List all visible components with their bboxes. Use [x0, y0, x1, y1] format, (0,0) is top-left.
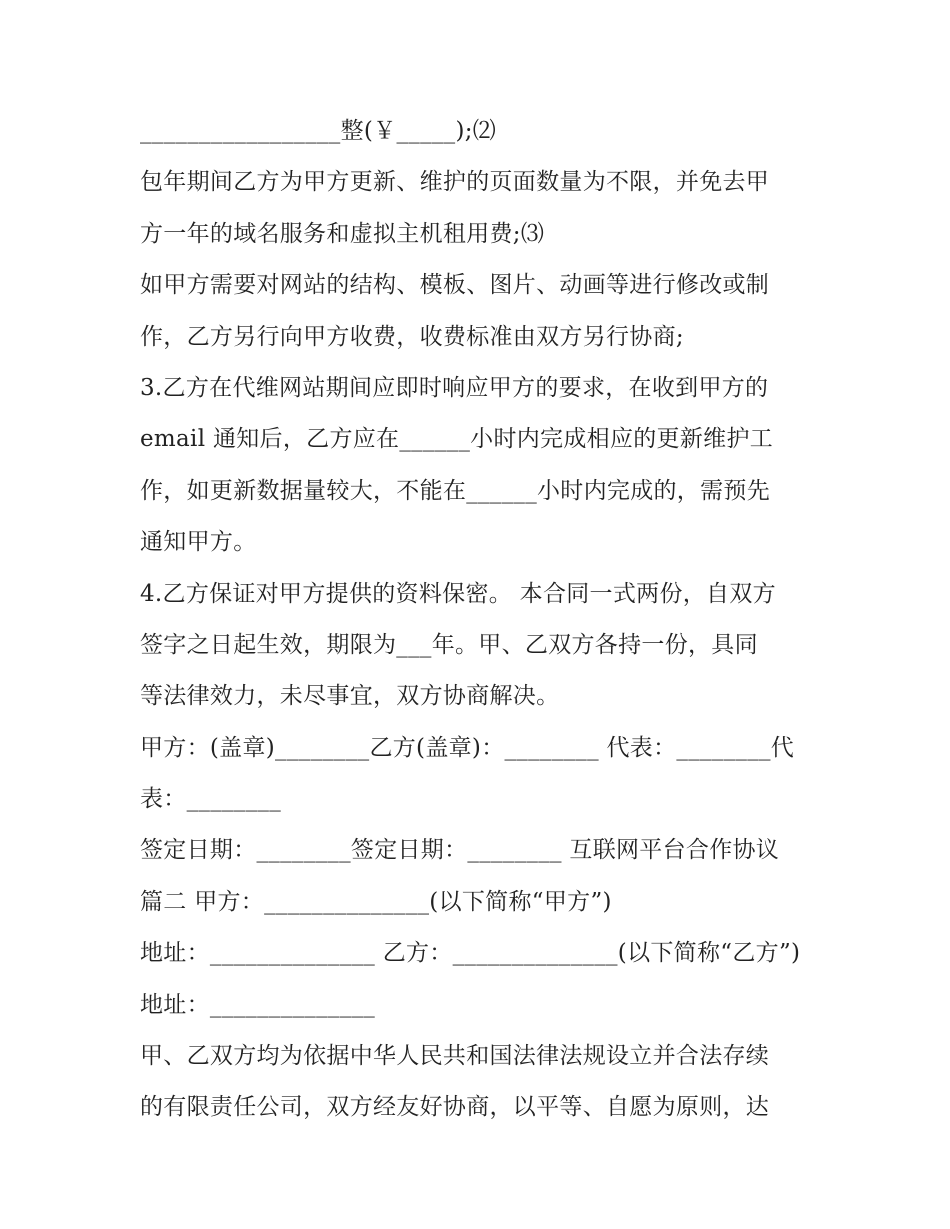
signature-line: 表：________ — [140, 786, 281, 813]
text-line: 如甲方需要对网站的结构、模板、图片、动画等进行修改或制 — [140, 272, 770, 299]
text-line: _________________整(￥_____);⑵ — [140, 118, 497, 144]
text-line: 3.乙方在代维网站期间应即时响应甲方的要求，在收到甲方的 — [140, 374, 769, 401]
text-line: email 通知后，乙方应在______小时内完成相应的更新维护工 — [140, 426, 774, 453]
text-line: 4.乙方保证对甲方提供的资料保密。 本合同一式两份，自双方 — [140, 580, 776, 607]
text-line: 等法律效力，未尽事宜，双方协商解决。 — [140, 683, 560, 710]
document-body — [140, 106, 820, 1134]
party-line: 篇二 甲方：______________(以下简称“甲方”) — [140, 888, 612, 915]
address-line: 地址：______________ — [140, 991, 376, 1018]
text-line: 包年期间乙方为甲方更新、维护的页面数量为不限，并免去甲 — [140, 169, 770, 196]
text-line: 作，如更新数据量较大，不能在______小时内完成的，需预先 — [140, 477, 770, 504]
party-line: 地址：______________ 乙方：______________(以下简称“乙方”) — [140, 940, 801, 967]
text-line: 甲、乙双方均为依据中华人民共和国法律法规设立并合法存续 — [140, 1043, 770, 1070]
text-line: 方一年的域名服务和虚拟主机租用费;⑶ — [140, 220, 545, 247]
text-line: 的有限责任公司，双方经友好协商，以平等、自愿为原则，达 — [140, 1094, 770, 1121]
signature-line: 甲方：(盖章)________乙方(盖章)：________ 代表：________代 — [140, 734, 795, 761]
text-line: 作，乙方另行向甲方收费，收费标准由双方另行协商; — [140, 323, 684, 350]
date-line: 签定日期：________签定日期：________ 互联网平台合作协议 — [140, 837, 780, 864]
text-line: 通知甲方。 — [140, 529, 257, 556]
text-line: 签字之日起生效，期限为___年。甲、乙双方各持一份，具同 — [140, 631, 758, 658]
